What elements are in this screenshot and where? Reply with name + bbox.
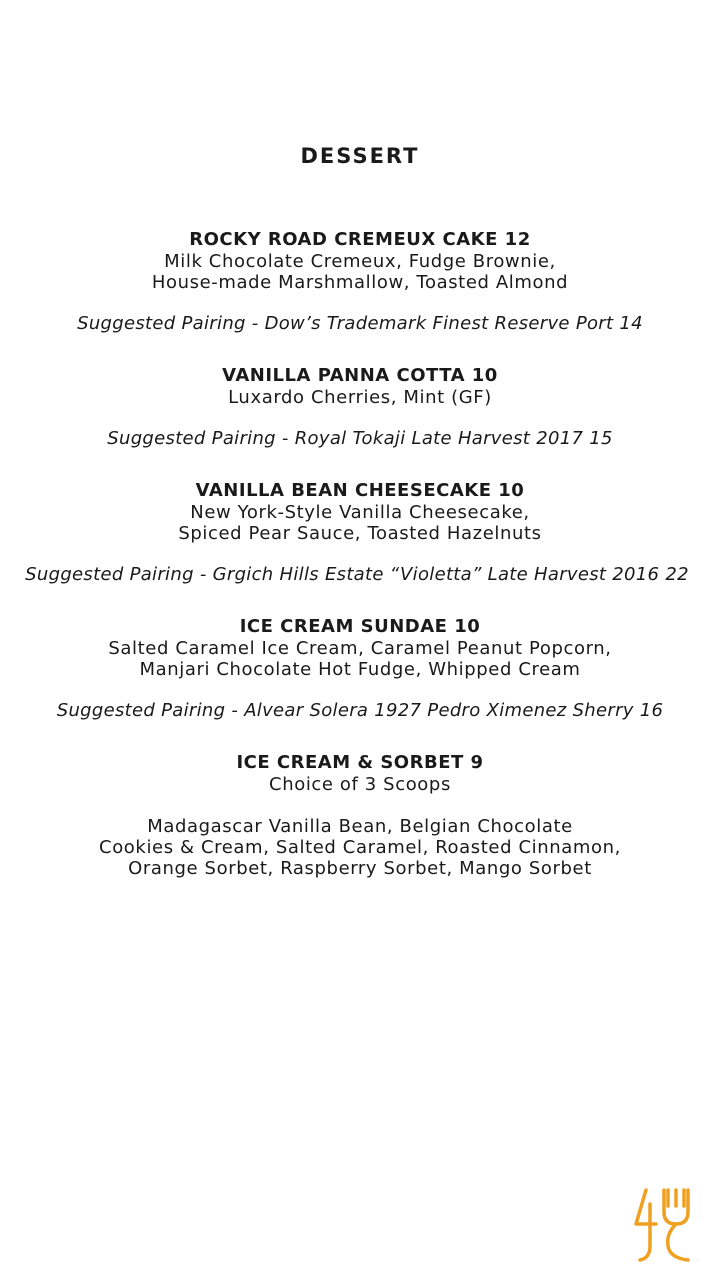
- item-pairing: Suggested Pairing - Alvear Solera 1927 Pedro Ximenez Sherry 16: [56, 700, 664, 721]
- item-description: Spiced Pear Sauce, Toasted Hazelnuts: [178, 523, 542, 544]
- item-description: House-made Marshmallow, Toasted Almond: [151, 272, 569, 293]
- item-description: Choice of 3 Scoops: [269, 774, 451, 795]
- item-pairing: Suggested Pairing - Dow’s Trademark Finest Reserve Port 14: [77, 313, 643, 334]
- menu-item-ice-cream-sorbet: [0, 752, 720, 879]
- item-title: VANILLA PANNA COTTA 10: [222, 365, 498, 386]
- flavor-line: Orange Sorbet, Raspberry Sorbet, Mango Sorbet: [128, 858, 592, 879]
- dessert-menu: [0, 229, 720, 909]
- item-title: ROCKY ROAD CREMEUX CAKE 12: [189, 229, 531, 250]
- menu-item-sundae: [0, 616, 720, 722]
- item-description: Salted Caramel Ice Cream, Caramel Peanut Popcorn,: [108, 638, 612, 659]
- item-title: ICE CREAM SUNDAE 10: [239, 616, 481, 637]
- item-pairing: Suggested Pairing - Royal Tokaji Late Harvest 2017 15: [107, 428, 613, 449]
- item-description: Luxardo Cherries, Mint (GF): [228, 387, 492, 408]
- item-description: Milk Chocolate Cremeux, Fudge Brownie,: [164, 251, 556, 272]
- fork-logo-icon: [630, 1186, 700, 1266]
- menu-item-rocky-road: [0, 229, 720, 335]
- item-pairing: Suggested Pairing - Grgich Hills Estate “Violetta” Late Harvest 2016 22: [25, 564, 689, 585]
- flavor-line: Madagascar Vanilla Bean, Belgian Chocolate: [147, 816, 573, 837]
- menu-item-cheesecake: [0, 480, 720, 586]
- item-title: VANILLA BEAN CHEESECAKE 10: [195, 480, 525, 501]
- flavor-line: Cookies & Cream, Salted Caramel, Roasted Cinnamon,: [99, 837, 621, 858]
- item-description: New York-Style Vanilla Cheesecake,: [190, 502, 530, 523]
- menu-item-panna-cotta: [0, 365, 720, 450]
- flavor-choices: [0, 816, 720, 879]
- item-description: Manjari Chocolate Hot Fudge, Whipped Cream: [139, 659, 581, 680]
- item-title: ICE CREAM & SORBET 9: [236, 752, 484, 773]
- page-title: DESSERT: [300, 144, 420, 168]
